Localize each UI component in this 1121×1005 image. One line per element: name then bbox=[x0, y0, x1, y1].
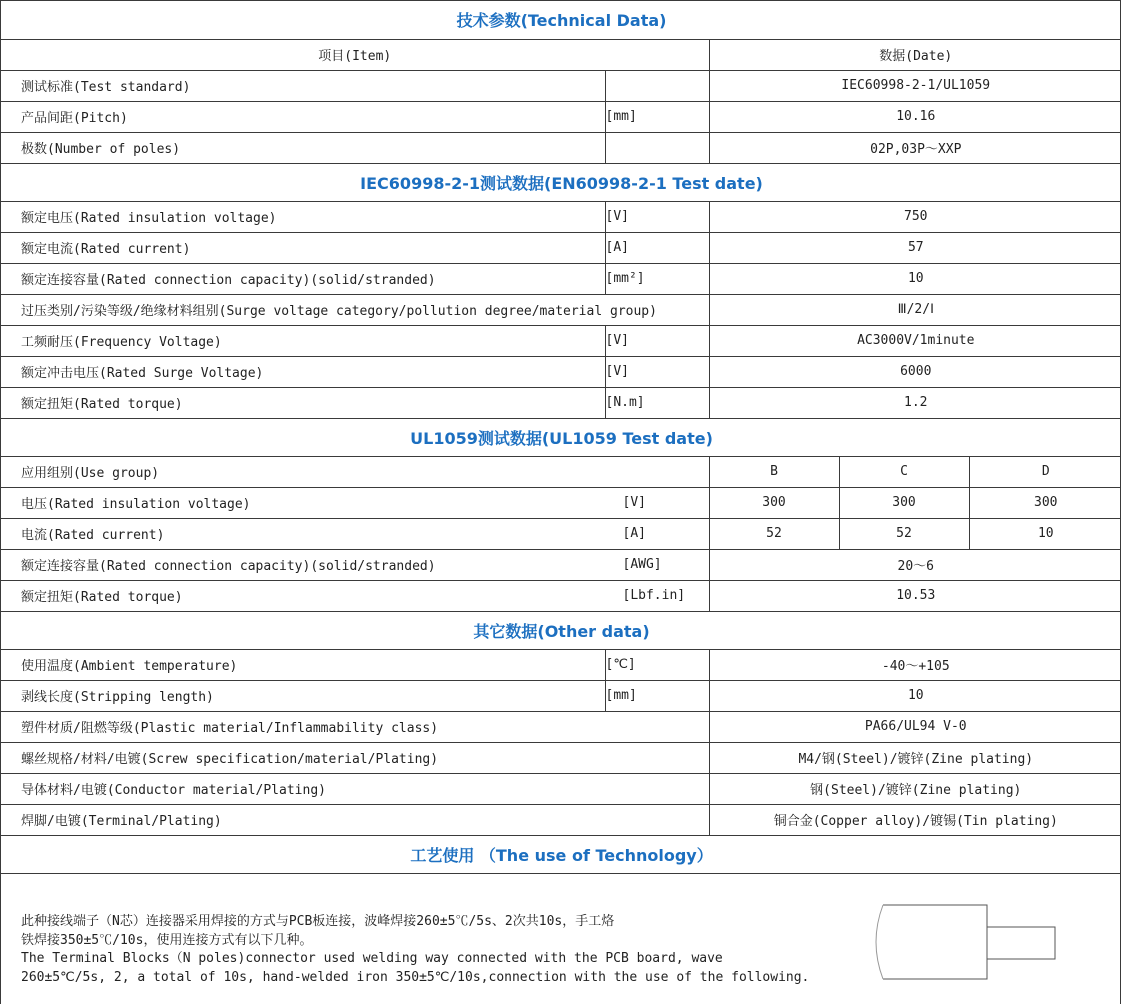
header-data: 数据(Date) bbox=[709, 39, 1121, 70]
row-label-with-unit bbox=[1, 580, 709, 611]
row-unit: [℃] bbox=[605, 649, 709, 680]
row-label: 塑件材质/阻燃等级(Plastic material/Inflammability class) bbox=[1, 711, 709, 742]
table-row bbox=[1, 263, 1121, 294]
row-value: 10.53 bbox=[709, 580, 1121, 611]
row-label: 应用组别(Use group) bbox=[1, 456, 709, 487]
row-label: 工频耐压(Frequency Voltage) bbox=[1, 325, 605, 356]
row-label-with-unit bbox=[1, 487, 709, 518]
value-b: 300 bbox=[709, 487, 839, 518]
row-unit: [V] bbox=[605, 201, 709, 232]
table-row bbox=[1, 456, 1121, 487]
value-c: 300 bbox=[839, 487, 969, 518]
table-row bbox=[1, 356, 1121, 387]
value-b: 52 bbox=[709, 518, 839, 549]
row-value: 1.2 bbox=[709, 387, 1121, 418]
row-value: M4/钢(Steel)/镀锌(Zine plating) bbox=[709, 742, 1121, 773]
row-unit: [A] bbox=[605, 232, 709, 263]
usage-text: 此种接线端子（N芯）连接器采用焊接的方式与PCB板连接，波峰焊接260±5℃/5s、2次共10s，手工烙 铁焊接350±5℃/10s，使用连接方式有以下几种。 The Terminal Blocks（N poles)connector used welding way connected with the PCB board, wave 260±5℃/5s, 2, a total of 10s, hand-welded iron 350±5℃/10s,connection with the use of the following. bbox=[21, 914, 810, 985]
section-ul bbox=[1, 418, 1121, 456]
row-unit: [V] bbox=[605, 356, 709, 387]
section-title-ul: UL1059测试数据(UL1059 Test date) bbox=[1, 418, 1121, 456]
row-value: 57 bbox=[709, 232, 1121, 263]
section-technical-data bbox=[1, 1, 1121, 39]
row-unit bbox=[605, 132, 709, 163]
table-row bbox=[1, 70, 1121, 101]
row-label: 产品间距(Pitch) bbox=[1, 101, 605, 132]
row-value: 铜合金(Copper alloy)/镀锡(Tin plating) bbox=[709, 804, 1121, 835]
row-unit: [mm] bbox=[605, 680, 709, 711]
row-value: 10 bbox=[709, 680, 1121, 711]
row-label: 额定电压(Rated insulation voltage) bbox=[1, 201, 605, 232]
row-value: 750 bbox=[709, 201, 1121, 232]
value-c: 52 bbox=[839, 518, 969, 549]
table-row bbox=[1, 580, 1121, 611]
table-row bbox=[1, 773, 1121, 804]
section-usage bbox=[1, 835, 1121, 873]
usage-description bbox=[1, 895, 1120, 1005]
row-value: 10.16 bbox=[709, 101, 1121, 132]
row-label: 额定连接容量(Rated connection capacity)(solid/stranded) bbox=[21, 559, 436, 574]
group-c: C bbox=[839, 456, 969, 487]
value-d: 10 bbox=[969, 518, 1121, 549]
row-label: 额定扭矩(Rated torque) bbox=[1, 387, 605, 418]
technical-data-table bbox=[1, 1, 1121, 874]
row-value: AC3000V/1minute bbox=[709, 325, 1121, 356]
row-label: 过压类别/污染等级/绝缘材料组别(Surge voltage category/pollution degree/material group) bbox=[1, 294, 709, 325]
table-row bbox=[1, 232, 1121, 263]
row-label: 剥线长度(Stripping length) bbox=[1, 680, 605, 711]
section-title-other: 其它数据(Other data) bbox=[1, 611, 1121, 649]
table-row bbox=[1, 201, 1121, 232]
group-b: B bbox=[709, 456, 839, 487]
row-label-with-unit bbox=[1, 518, 709, 549]
row-unit: [mm] bbox=[605, 101, 709, 132]
row-label: 电压(Rated insulation voltage) bbox=[21, 497, 251, 512]
row-value: 02P,03P～XXP bbox=[709, 132, 1121, 163]
row-value: -40～+105 bbox=[709, 649, 1121, 680]
row-label: 电流(Rated current) bbox=[21, 528, 165, 543]
row-label: 焊脚/电镀(Terminal/Plating) bbox=[1, 804, 709, 835]
row-label: 螺丝规格/材料/电镀(Screw specification/material/Plating) bbox=[1, 742, 709, 773]
row-label: 额定冲击电压(Rated Surge Voltage) bbox=[1, 356, 605, 387]
value-d: 300 bbox=[969, 487, 1121, 518]
section-title-iec: IEC60998-2-1测试数据(EN60998-2-1 Test date) bbox=[1, 163, 1121, 201]
row-unit: [V] bbox=[605, 325, 709, 356]
table-row bbox=[1, 649, 1121, 680]
table-row bbox=[1, 518, 1121, 549]
group-d: D bbox=[969, 456, 1121, 487]
row-label: 使用温度(Ambient temperature) bbox=[1, 649, 605, 680]
row-label: 额定扭矩(Rated torque) bbox=[21, 590, 183, 605]
row-unit: [AWG] bbox=[622, 557, 662, 572]
table-row bbox=[1, 711, 1121, 742]
row-value: 10 bbox=[709, 263, 1121, 294]
row-unit: [V] bbox=[622, 495, 646, 510]
table-row bbox=[1, 804, 1121, 835]
section-title-usage: 工艺使用 （The use of Technology） bbox=[1, 835, 1121, 873]
table-row bbox=[1, 742, 1121, 773]
table-row bbox=[1, 680, 1121, 711]
connector-sketch-icon bbox=[861, 901, 1061, 1001]
row-unit bbox=[605, 70, 709, 101]
row-label: 测试标准(Test standard) bbox=[1, 70, 605, 101]
row-value: 20～6 bbox=[709, 549, 1121, 580]
table-row bbox=[1, 325, 1121, 356]
row-unit: [N.m] bbox=[605, 387, 709, 418]
row-label-with-unit bbox=[1, 549, 709, 580]
row-value: 钢(Steel)/镀锌(Zine plating) bbox=[709, 773, 1121, 804]
section-other bbox=[1, 611, 1121, 649]
row-label: 极数(Number of poles) bbox=[1, 132, 605, 163]
row-value: PA66/UL94 V-0 bbox=[709, 711, 1121, 742]
row-value: Ⅲ/2/Ⅰ bbox=[709, 294, 1121, 325]
row-unit: [A] bbox=[622, 526, 646, 541]
row-label: 额定连接容量(Rated connection capacity)(solid/stranded) bbox=[1, 263, 605, 294]
table-row bbox=[1, 387, 1121, 418]
header-item: 项目(Item) bbox=[1, 39, 709, 70]
row-label: 导体材料/电镀(Conductor material/Plating) bbox=[1, 773, 709, 804]
table-row bbox=[1, 101, 1121, 132]
table-row bbox=[1, 549, 1121, 580]
row-unit: [mm²] bbox=[605, 263, 709, 294]
table-row bbox=[1, 487, 1121, 518]
table-row bbox=[1, 132, 1121, 163]
row-value: 6000 bbox=[709, 356, 1121, 387]
section-iec bbox=[1, 163, 1121, 201]
row-unit: [Lbf.in] bbox=[622, 588, 686, 603]
header-row bbox=[1, 39, 1121, 70]
row-label: 额定电流(Rated current) bbox=[1, 232, 605, 263]
table-row bbox=[1, 294, 1121, 325]
section-title-technical-data: 技术参数(Technical Data) bbox=[1, 1, 1121, 39]
row-value: IEC60998-2-1/UL1059 bbox=[709, 70, 1121, 101]
